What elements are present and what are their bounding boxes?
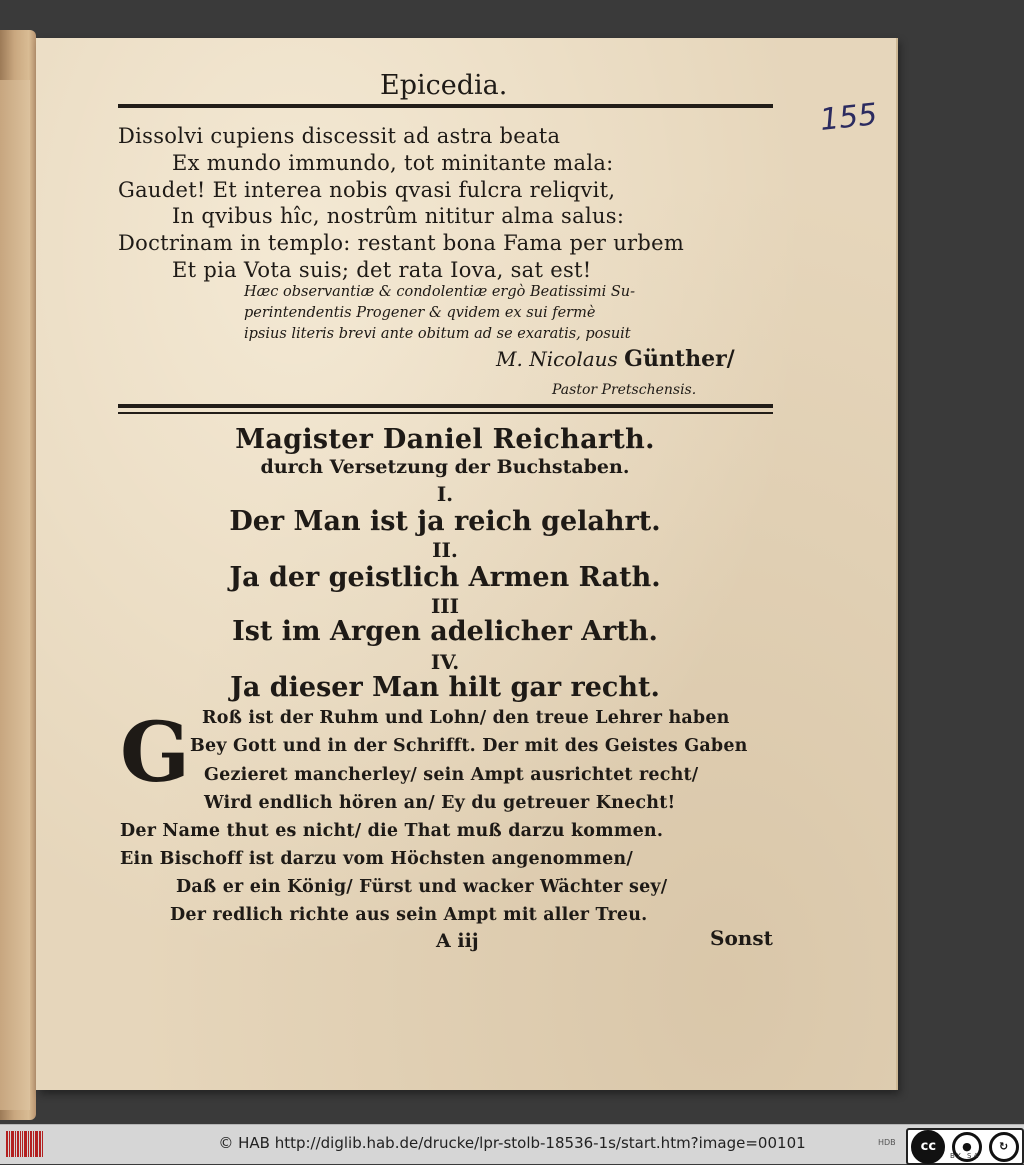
anagram-numeral-2: II. — [432, 538, 458, 562]
decorated-initial: G — [120, 705, 191, 801]
latin-line-5: Doctrinam in templo: restant bona Fama per urbem — [118, 231, 685, 255]
poem-line-2: Bey Gott und in der Schrifft. Der mit des Geistes Gaben — [190, 736, 748, 756]
left-page-edge — [0, 30, 36, 1120]
section-rule — [118, 404, 773, 408]
anagram-text-2: Ja der geistlich Armen Rath. — [229, 562, 661, 593]
dedication-line-2: perintendentis Progener & qvidem ex sui fermè — [244, 305, 596, 321]
signature-office: Pastor Pretschensis. — [552, 382, 697, 398]
anagram-subtitle: durch Versetzung der Buchstaben. — [260, 456, 630, 478]
attribution-icon: ● — [952, 1132, 982, 1162]
signature-mark: A iij — [436, 930, 479, 952]
footer-bar — [0, 1124, 1024, 1164]
cc-icon: cc — [911, 1130, 945, 1164]
shelfmark-number: 155 — [818, 97, 879, 138]
signature-surname: Günther/ — [624, 346, 735, 372]
latin-line-4: In qvibus hîc, nostrûm nititur alma salus: — [172, 204, 625, 228]
latin-line-3: Gaudet! Et interea nobis qvasi fulcra reliqvit, — [118, 178, 616, 202]
signature — [496, 346, 735, 372]
anagram-numeral-4: IV. — [430, 650, 460, 674]
catchword: Sonst — [710, 926, 773, 950]
poem-line-5: Der Name thut es nicht/ die That muß darzu kommen. — [120, 821, 664, 841]
poem-line-1: Roß ist der Ruhm und Lohn/ den treue Lehrer haben — [202, 708, 730, 728]
copyright-url[interactable]: © HAB http://diglib.hab.de/drucke/lpr-stolb-18536-1s/start.htm?image=00101 — [218, 1134, 806, 1152]
anagram-text-3: Ist im Argen adelicher Arth. — [232, 616, 658, 647]
anagram-numeral-3: III — [430, 594, 460, 618]
latin-line-2: Ex mundo immundo, tot minitante mala: — [172, 151, 614, 175]
latin-line-1: Dissolvi cupiens discessit ad astra beata — [118, 124, 561, 148]
anagram-numeral-1: I. — [436, 482, 454, 506]
poem-line-3: Gezieret mancherley/ sein Ampt ausrichtet recht/ — [204, 765, 699, 785]
anagram-text-1: Der Man ist ja reich gelahrt. — [229, 506, 661, 537]
poem-line-8: Der redlich richte aus sein Ampt mit aller Treu. — [170, 905, 648, 925]
running-header: Epicedia. — [380, 70, 508, 101]
poem-line-4: Wird endlich hören an/ Ey du getreuer Knecht! — [204, 793, 676, 813]
poem-line-7: Daß er ein König/ Fürst und wacker Wächter sey/ — [176, 877, 668, 897]
signature-name: M. Nicolaus — [496, 347, 618, 371]
cc-license-labels — [950, 1152, 980, 1160]
license-sa-label: SA — [966, 1152, 981, 1160]
section-rule-thin — [118, 412, 773, 414]
license-by-label: BY — [950, 1152, 963, 1160]
anagram-title: Magister Daniel Reicharth. — [235, 424, 655, 455]
dedication-line-3: ipsius literis brevi ante obitum ad se exaratis, posuit — [244, 326, 631, 342]
header-rule — [118, 104, 773, 108]
poem-line-6: Ein Bischoff ist darzu vom Höchsten angenommen/ — [120, 849, 633, 869]
footer-mini-label: HDB — [878, 1138, 896, 1147]
dedication-line-1: Hæc observantiæ & condolentiæ ergò Beatissimi Su- — [244, 284, 635, 300]
latin-line-6: Et pia Vota suis; det rata Iova, sat est! — [172, 258, 592, 282]
share-alike-icon: ↻ — [989, 1132, 1019, 1162]
anagram-text-4: Ja dieser Man hilt gar recht. — [230, 672, 660, 703]
